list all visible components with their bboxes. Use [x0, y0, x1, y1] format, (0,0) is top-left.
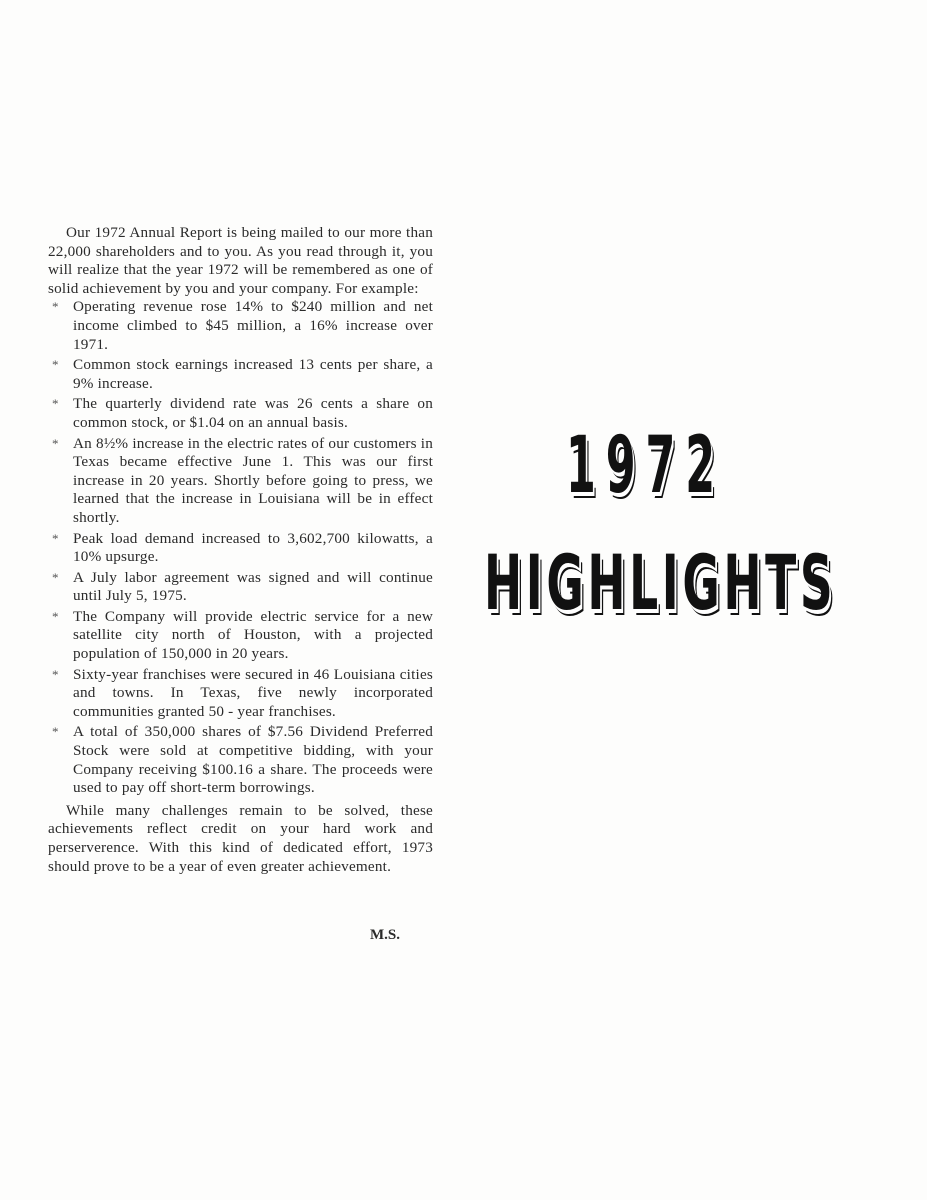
letter-body [48, 224, 433, 876]
list-item [48, 723, 433, 797]
list-item [48, 435, 433, 528]
bullet-marker: * [52, 666, 59, 682]
list-item-text: An 8½% increase in the electric rates of our customers in Texas became effective June 1. This was our first increase in 20 years. Shortly before going to press, we learned that the increase in Louisiana will be in effect shortly. [73, 434, 433, 526]
bullet-marker: * [52, 724, 59, 740]
highlights-list [48, 298, 433, 797]
list-item-text: A July labor agreement was signed and will continue until July 5, 1975. [73, 568, 433, 605]
bullet-marker: * [52, 357, 59, 373]
list-item-text: The Company will provide electric service for a new satellite city north of Houston, with a projected population of 150,000 in 20 years. [73, 607, 433, 663]
list-item-text: Common stock earnings increased 13 cents per share, a 9% increase. [73, 356, 433, 392]
list-item [48, 666, 433, 722]
list-item [48, 298, 433, 354]
bullet-marker: * [52, 530, 59, 546]
list-item-text: Operating revenue rose 14% to $240 million and net income climbed to $45 million, a 16% increase over 1971. [73, 298, 433, 353]
list-item [48, 530, 433, 567]
list-item [48, 608, 433, 664]
list-item-text: Sixty-year franchises were secured in 46 Louisiana cities and towns. In Texas, five newly incorporated communities granted 50 - year franchises. [73, 665, 433, 720]
list-item [48, 395, 433, 432]
list-item-text: A total of 350,000 shares of $7.56 Dividend Preferred Stock were sold at competitive bidding, with your Company receiving $100.16 a share. The proceeds were used to pay off short-term borrowings. [73, 723, 433, 797]
bullet-marker: * [52, 299, 59, 315]
bullet-marker: * [52, 396, 59, 412]
heading-year: 1972 [566, 421, 726, 511]
list-item [48, 569, 433, 606]
closing-paragraph: While many challenges remain to be solved, these achievements reflect credit on your hard work and perserverence. With this kind of dedicated effort, 1973 should prove to be a year of even greater achievement. [48, 801, 433, 875]
bullet-marker: * [52, 435, 59, 451]
list-item [48, 356, 433, 393]
bullet-marker: * [52, 569, 59, 585]
signature-initials: M.S. [370, 927, 400, 943]
intro-paragraph: Our 1972 Annual Report is being mailed to our more than 22,000 shareholders and to you. As you read through it, you will realize that the year 1972 will be remembered as one of solid achievement by you and your company. For example: [48, 224, 433, 297]
bullet-marker: * [52, 608, 59, 624]
list-item-text: The quarterly dividend rate was 26 cents a share on common stock, or $1.04 on an annual basis. [73, 395, 433, 431]
list-item-text: Peak load demand increased to 3,602,700 kilowatts, a 10% upsurge. [73, 529, 433, 566]
heading-title: HIGHLIGHTS [484, 538, 837, 627]
